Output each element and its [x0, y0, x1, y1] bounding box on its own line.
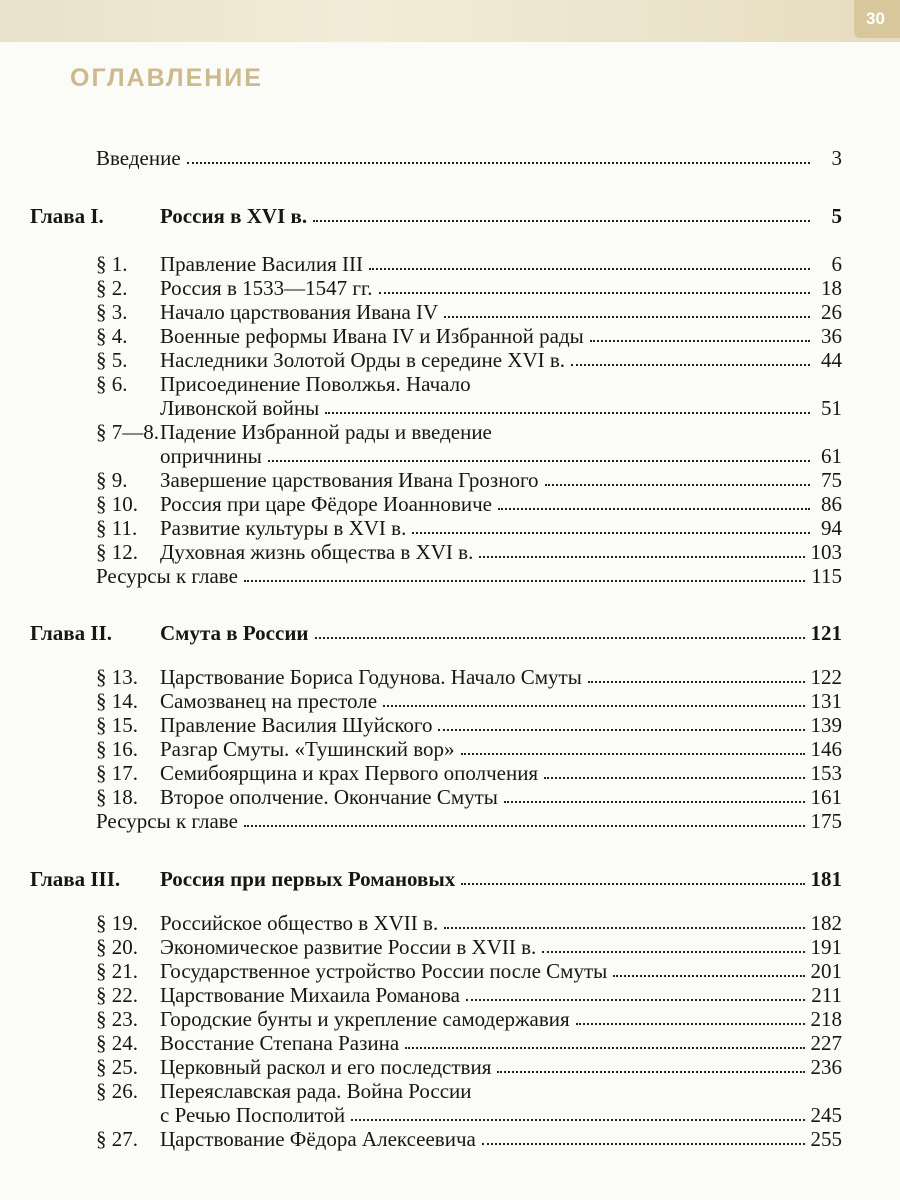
leader-dots	[383, 705, 804, 707]
entry-title: Самозванец на престоле	[160, 689, 378, 713]
toc-entry	[96, 1007, 842, 1031]
entry-title: Наследники Золотой Орды в середине XVI в.	[160, 348, 566, 372]
entry-title: Военные реформы Ивана IV и Избранной рады	[160, 324, 584, 348]
leader-dots	[571, 364, 810, 366]
entry-number: § 4.	[96, 324, 128, 348]
entry-title: Развитие культуры в XVI в.	[160, 516, 407, 540]
entry-page: 103	[810, 540, 842, 564]
entry-page: 146	[810, 737, 842, 761]
leader-dots	[545, 484, 810, 486]
leader-dots	[412, 532, 810, 534]
entry-title: Правление Василия III	[160, 252, 363, 276]
page-number: 30	[854, 0, 900, 38]
entry-title: Правление Василия Шуйского	[160, 713, 433, 737]
toc-entry	[96, 540, 842, 564]
entry-number: § 18.	[96, 785, 138, 809]
top-decorative-band	[0, 0, 900, 42]
leader-dots	[405, 1047, 804, 1049]
entry-number: § 10.	[96, 492, 138, 516]
entry-page: 75	[821, 468, 842, 492]
leader-dots	[313, 220, 810, 222]
entry-page: 153	[810, 761, 842, 785]
entry-number: § 14.	[96, 689, 138, 713]
entry-title: Падение Избранной рады и введение	[160, 420, 492, 444]
entry-title: Второе ополчение. Окончание Смуты	[160, 785, 498, 809]
toc-entry	[96, 492, 842, 516]
entry-title: Ресурсы к главе	[96, 809, 238, 833]
toc-entry	[96, 1127, 842, 1151]
entry-title: Россия при первых Романовых	[160, 867, 456, 891]
entry-number: Глава III.	[30, 867, 121, 891]
toc-entry	[96, 1055, 842, 1079]
toc-entry	[96, 713, 842, 737]
entry-title: Государственное устройство России после Смуты	[160, 959, 608, 983]
toc-entry	[96, 276, 842, 300]
toc-entry	[96, 420, 842, 444]
leader-dots	[187, 162, 810, 164]
entry-title: Россия при царе Фёдоре Иоанновиче	[160, 492, 492, 516]
entry-number: § 12.	[96, 540, 138, 564]
entry-continuation	[160, 444, 842, 468]
toc-entry	[96, 1031, 842, 1055]
entry-number: § 5.	[96, 348, 128, 372]
entry-page: 51	[821, 396, 842, 420]
toc-entry	[96, 737, 842, 761]
leader-dots	[244, 580, 805, 582]
toc-entry	[96, 761, 842, 785]
leader-dots	[590, 340, 810, 342]
leader-dots	[542, 951, 804, 953]
leader-dots	[444, 316, 810, 318]
entry-number: § 24.	[96, 1031, 138, 1055]
leader-dots	[268, 460, 810, 462]
entry-page: 227	[810, 1031, 842, 1055]
toc-entry	[96, 785, 842, 809]
entry-number: § 6.	[96, 372, 128, 396]
entry-number: § 7—8.	[96, 420, 159, 444]
entry-page: 6	[831, 252, 842, 276]
entry-title: Завершение царствования Ивана Грозного	[160, 468, 539, 492]
entry-page: 181	[810, 867, 842, 891]
entry-page: 211	[811, 983, 842, 1007]
toc-entry	[96, 689, 842, 713]
entry-page: 121	[810, 621, 842, 645]
entry-page: 3	[831, 146, 842, 170]
leader-dots	[613, 975, 804, 977]
toc-intro	[96, 146, 842, 170]
toc-entry	[96, 665, 842, 689]
leader-dots	[461, 753, 805, 755]
entry-page: 191	[810, 935, 842, 959]
entry-page: 139	[810, 713, 842, 737]
entry-page: 218	[810, 1007, 842, 1031]
entry-title: Духовная жизнь общества в XVI в.	[160, 540, 474, 564]
entry-page: 18	[821, 276, 842, 300]
entry-title: Восстание Степана Разина	[160, 1031, 400, 1055]
toc-entry	[96, 252, 842, 276]
leader-dots	[482, 1143, 805, 1145]
entry-page: 5	[831, 204, 842, 228]
leader-dots	[544, 777, 804, 779]
leader-dots	[588, 681, 805, 683]
entry-number: § 3.	[96, 300, 128, 324]
entry-title: Царствование Фёдора Алексеевича	[160, 1127, 476, 1151]
entry-number: § 1.	[96, 252, 128, 276]
toc-entry	[96, 1079, 842, 1103]
entry-title: Начало царствования Ивана IV	[160, 300, 439, 324]
entry-page: 245	[810, 1103, 842, 1127]
entry-page: 255	[810, 1127, 842, 1151]
toc-entry	[96, 372, 842, 396]
leader-dots	[498, 508, 810, 510]
chapter-resources	[96, 564, 842, 588]
entry-page: 236	[810, 1055, 842, 1079]
entry-title: Разгар Смуты. «Тушинский вор»	[160, 737, 455, 761]
entry-number: § 22.	[96, 983, 138, 1007]
entry-number: § 19.	[96, 911, 138, 935]
entry-title: Царствование Бориса Годунова. Начало Смуты	[160, 665, 582, 689]
entry-page: 122	[810, 665, 842, 689]
entry-page: 61	[821, 444, 842, 468]
entry-page: 86	[821, 492, 842, 516]
entry-title: Россия в 1533—1547 гг.	[160, 276, 373, 300]
entry-title: Россия в XVI в.	[160, 204, 308, 228]
leader-dots	[379, 292, 811, 294]
entry-number: Глава II.	[30, 621, 112, 645]
entry-number: § 11.	[96, 516, 138, 540]
chapter-heading	[30, 204, 842, 228]
entry-number: § 2.	[96, 276, 128, 300]
entry-continuation	[160, 1103, 842, 1127]
entry-page: 94	[821, 516, 842, 540]
entry-page: 175	[810, 809, 842, 833]
toc-entry	[96, 959, 842, 983]
entry-title: Присоединение Поволжья. Начало	[160, 372, 471, 396]
leader-dots	[315, 637, 805, 639]
toc-entry	[96, 348, 842, 372]
entry-title: Российское общество в XVII в.	[160, 911, 439, 935]
leader-dots	[576, 1023, 805, 1025]
leader-dots	[466, 999, 805, 1001]
entry-title-cont: опричнины	[160, 444, 262, 468]
entry-number: § 26.	[96, 1079, 138, 1103]
entry-title: Ресурсы к главе	[96, 564, 238, 588]
entry-title: Церковный раскол и его последствия	[160, 1055, 492, 1079]
leader-dots	[444, 927, 804, 929]
entry-page: 115	[811, 564, 842, 588]
entry-continuation	[160, 396, 842, 420]
entry-page: 44	[821, 348, 842, 372]
leader-dots	[244, 825, 805, 827]
entry-page: 131	[810, 689, 842, 713]
toc-entry	[96, 324, 842, 348]
toc-entry	[96, 468, 842, 492]
chapter-heading	[30, 621, 842, 645]
entry-page: 26	[821, 300, 842, 324]
entry-number: § 27.	[96, 1127, 138, 1151]
leader-dots	[479, 556, 804, 558]
entry-number: Глава I.	[30, 204, 104, 228]
entry-number: § 20.	[96, 935, 138, 959]
entry-number: § 23.	[96, 1007, 138, 1031]
entry-page: 201	[810, 959, 842, 983]
entry-title: Введение	[96, 146, 181, 170]
leader-dots	[325, 412, 810, 414]
toc-entry	[96, 935, 842, 959]
entry-page: 36	[821, 324, 842, 348]
entry-title-cont: Ливонской войны	[160, 396, 320, 420]
entry-title: Царствование Михаила Романова	[160, 983, 460, 1007]
leader-dots	[461, 883, 804, 885]
leader-dots	[497, 1071, 804, 1073]
entry-number: § 21.	[96, 959, 138, 983]
toc-entry	[96, 983, 842, 1007]
entry-number: § 13.	[96, 665, 138, 689]
chapter-resources	[96, 809, 842, 833]
entry-title: Смута в России	[160, 621, 309, 645]
entry-page: 161	[810, 785, 842, 809]
entry-page: 182	[810, 911, 842, 935]
entry-title: Городские бунты и укрепление самодержавия	[160, 1007, 570, 1031]
toc-entry	[96, 911, 842, 935]
chapter-heading	[30, 867, 842, 891]
toc-entry	[96, 300, 842, 324]
entry-number: § 16.	[96, 737, 138, 761]
entry-title: Экономическое развитие России в XVII в.	[160, 935, 537, 959]
entry-title: Семибоярщина и крах Первого ополчения	[160, 761, 539, 785]
leader-dots	[369, 268, 810, 270]
entry-number: § 9.	[96, 468, 128, 492]
entry-title-cont: с Речью Посполитой	[160, 1103, 346, 1127]
leader-dots	[351, 1119, 804, 1121]
leader-dots	[504, 801, 805, 803]
leader-dots	[438, 729, 804, 731]
entry-number: § 15.	[96, 713, 138, 737]
entry-number: § 25.	[96, 1055, 138, 1079]
entry-title: Переяславская рада. Война России	[160, 1079, 472, 1103]
toc-heading: ОГЛАВЛЕНИЕ	[70, 64, 263, 92]
toc-entry	[96, 516, 842, 540]
entry-number: § 17.	[96, 761, 138, 785]
